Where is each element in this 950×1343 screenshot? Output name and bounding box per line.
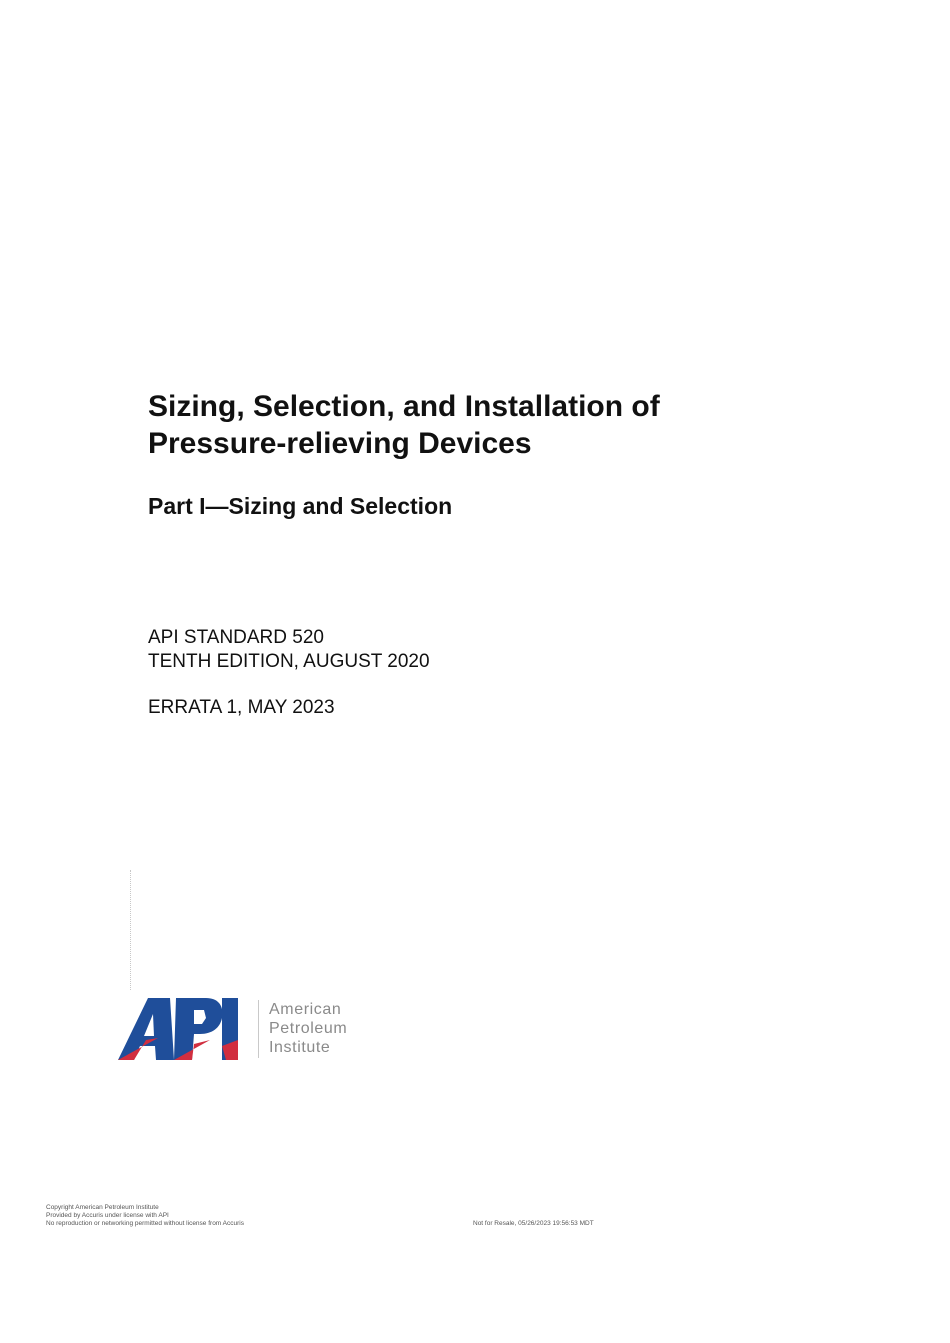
footer-resale: Not for Resale, 05/26/2023 19:56:53 MDT — [473, 1220, 594, 1227]
standard-number: API STANDARD 520 — [148, 627, 324, 648]
standard-info — [148, 626, 430, 674]
logo-divider — [258, 1000, 259, 1058]
logo-wordmark — [269, 1000, 347, 1057]
footer-reproduction-line: No reproduction or networking permitted without license from Accuris — [46, 1220, 244, 1227]
side-margin-mark — [130, 870, 135, 990]
document-title — [148, 388, 660, 462]
footer-copyright — [46, 1204, 244, 1228]
footer-copyright-line: Copyright American Petroleum Institute — [46, 1204, 159, 1211]
logo-line-petroleum: Petroleum — [269, 1020, 348, 1037]
api-logo-icon — [118, 996, 242, 1062]
standard-edition: TENTH EDITION, AUGUST 2020 — [148, 651, 430, 672]
document-subtitle: Part I—Sizing and Selection — [148, 493, 453, 519]
logo-line-american: American — [269, 1001, 342, 1018]
errata-info: ERRATA 1, MAY 2023 — [148, 697, 335, 718]
logo-line-institute: Institute — [269, 1039, 331, 1056]
footer-provided-line: Provided by Accuris under license with API — [46, 1212, 169, 1219]
api-logo — [118, 996, 368, 1066]
title-line-2: Pressure-relieving Devices — [148, 427, 532, 460]
title-line-1: Sizing, Selection, and Installation of — [148, 390, 660, 423]
